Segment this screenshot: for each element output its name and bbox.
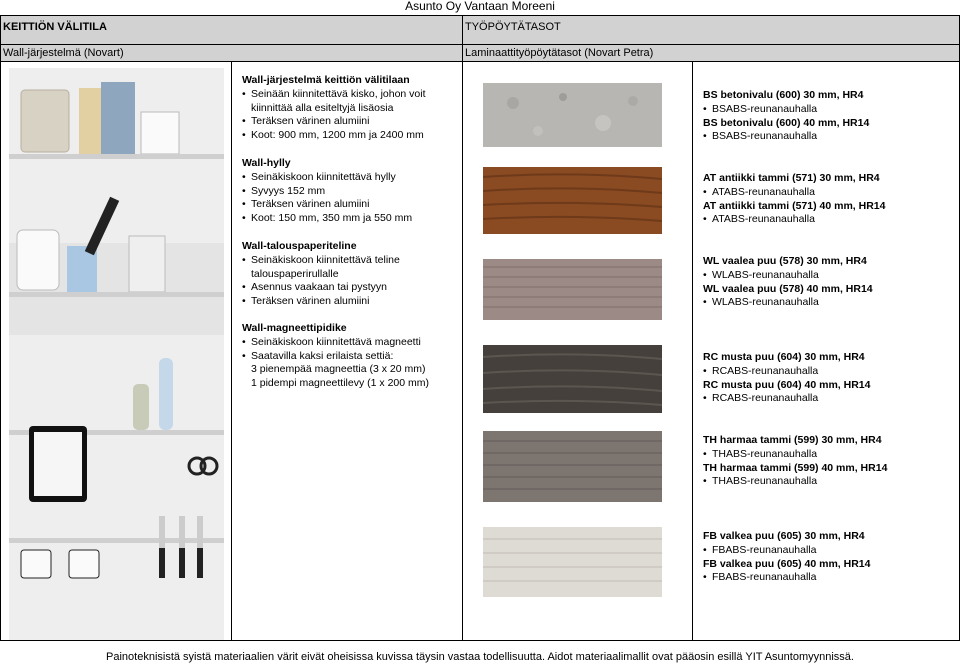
worktop-swatch-bs [483, 83, 662, 147]
worktop-swatch-rc [483, 345, 662, 413]
footer-disclaimer: Painoteknisistä syistä materiaalien värit eivät oheisissa kuvissa täysin vastaa todellisuutta. Aidot materiaalimallit ovat pääosin esillä YIT Asuntomyynnissä. [106, 651, 854, 663]
right-subsection-title: Laminaattityöpöytätasot (Novart Petra) [465, 47, 654, 59]
worktop-info-bs: BS betonivalu (600) 30 mm, HR4 • BSABS-reunanauhalla BS betonivalu (600) 40 mm, HR14 • BSABS-reunanauhalla [703, 89, 869, 144]
wall-system-photo [9, 68, 224, 640]
wall-product-magnet: Wall-magneettipidike • Seinäkiskoon kiinnitettävä magneetti • Saatavilla kaksi erilaista settiä: 3 pienempää magneettia (3 x 20 mm) 1 pidempi magneettilevy (1 x 200 mm) [242, 322, 429, 391]
worktop-swatch-th [483, 431, 662, 502]
wall-product-paper-holder: Wall-talouspaperiteline • Seinäkiskoon kiinnitettävä teline talouspaperirullalle • Asennus vaakaan tai pystyyn • Teräksen värinen alumiini [242, 240, 400, 309]
wall-product-title: Wall-järjestelmä keittiön välitilaan [242, 74, 410, 86]
wall-product-rail: Wall-järjestelmä keittiön välitilaan • Seinään kiinnitettävä kisko, johon voit kiinnittää alla esiteltyjä lisäosia • Teräksen värinen alumiini • Koot: 900 mm, 1200 mm ja 2400 mm [242, 74, 426, 143]
worktop-info-at: AT antiikki tammi (571) 30 mm, HR4 • ATABS-reunanauhalla AT antiikki tammi (571) 40 mm, HR14 • ATABS-reunanauhalla [703, 172, 885, 227]
wall-product-title: Wall-talouspaperiteline [242, 240, 357, 252]
wall-product-title: Wall-hylly [242, 157, 291, 169]
worktop-info-wl: WL vaalea puu (578) 30 mm, HR4 • WLABS-reunanauhalla WL vaalea puu (578) 40 mm, HR14 • WLABS-reunanauhalla [703, 255, 873, 310]
worktop-swatch-fb [483, 527, 662, 597]
company-title: Asunto Oy Vantaan Moreeni [405, 0, 555, 13]
worktop-info-rc: RC musta puu (604) 30 mm, HR4 • RCABS-reunanauhalla RC musta puu (604) 40 mm, HR14 • RCABS-reunanauhalla [703, 351, 870, 406]
left-section-title: KEITTIÖN VÄLITILA [3, 21, 107, 33]
left-subsection-title: Wall-järjestelmä (Novart) [3, 47, 124, 59]
wall-product-title: Wall-magneettipidike [242, 322, 347, 334]
worktop-swatch-wl [483, 259, 662, 320]
worktop-swatch-at [483, 167, 662, 234]
worktop-info-fb: FB valkea puu (605) 30 mm, HR4 • FBABS-reunanauhalla FB valkea puu (605) 40 mm, HR14 • FBABS-reunanauhalla [703, 530, 870, 585]
wall-product-shelf: Wall-hylly • Seinäkiskoon kiinnitettävä hylly • Syvyys 152 mm • Teräksen värinen alumiini • Koot: 150 mm, 350 mm ja 550 mm [242, 157, 412, 226]
right-section-title: TYÖPÖYTÄTASOT [465, 21, 561, 33]
worktop-info-th: TH harmaa tammi (599) 30 mm, HR4 • THABS-reunanauhalla TH harmaa tammi (599) 40 mm, HR14 • THABS-reunanauhalla [703, 434, 887, 489]
